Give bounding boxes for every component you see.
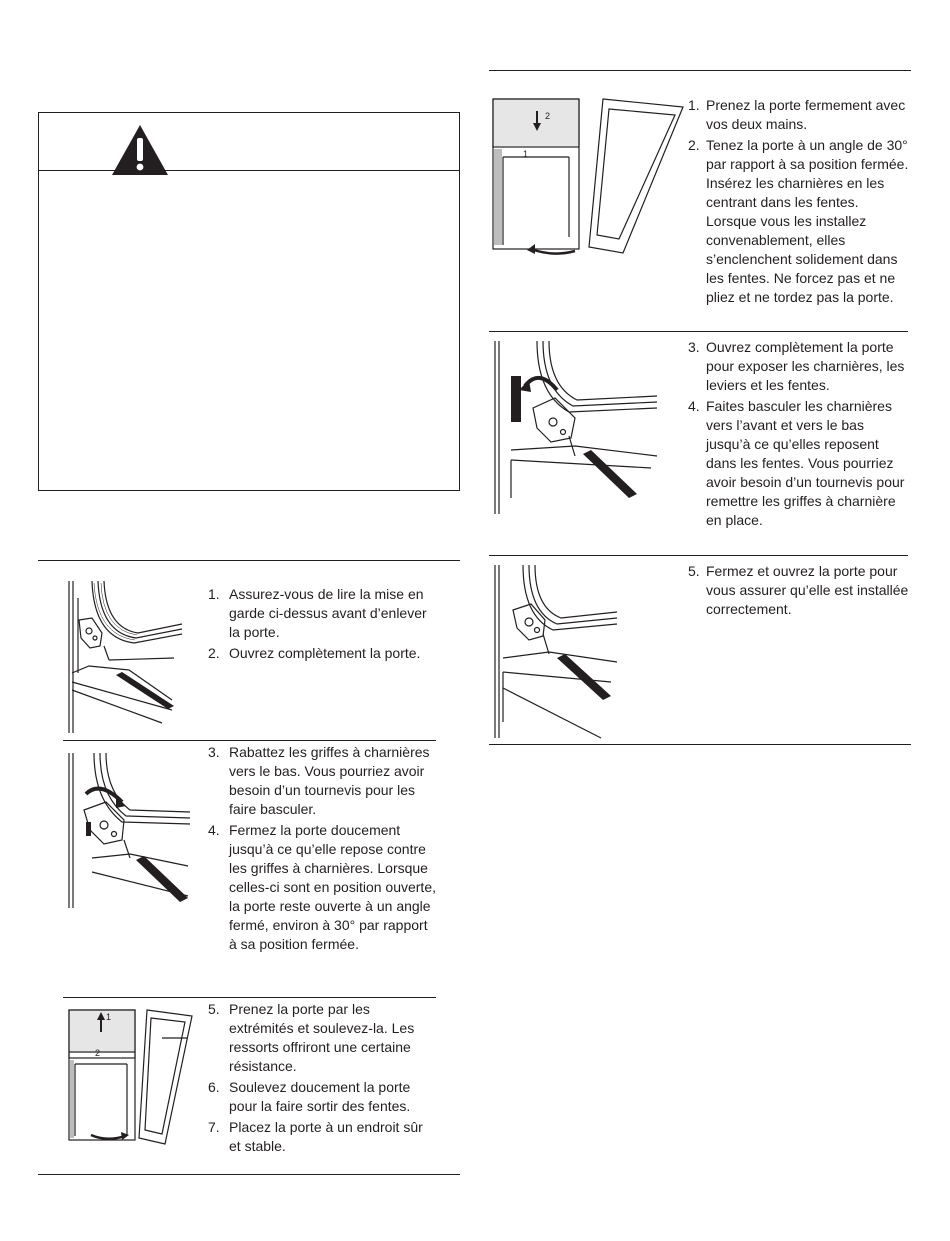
warning-header	[39, 113, 459, 171]
remove-steps-block-1	[208, 585, 438, 665]
rule-left-section	[38, 560, 460, 561]
step-text: Rabattez les griffes à charnières vers le bas. Vous pourriez avoir besoin d’un tournevis pour les faire basculer.	[229, 744, 430, 817]
rule-left-bottom	[38, 1174, 460, 1175]
list-item	[208, 1078, 438, 1116]
step-number: 7.	[208, 1119, 220, 1135]
step-number: 5.	[688, 563, 700, 579]
list-item	[208, 1000, 438, 1076]
figure-label-lift-out: 2	[95, 1048, 101, 1058]
figure-label-push-down: 2	[545, 111, 551, 121]
illustration-hinge-latch-down	[64, 750, 194, 910]
warning-box	[38, 112, 460, 491]
step-text: Placez la porte à un endroit sûr et stable.	[229, 1119, 423, 1154]
list-item	[208, 644, 438, 663]
list-item	[688, 136, 910, 307]
step-text: Fermez et ouvrez la porte pour vous assurer qu’elle est installée correctement.	[706, 563, 909, 617]
step-number: 4.	[688, 398, 700, 414]
step-text: Assurez-vous de lire la mise en garde ci-dessus avant d’enlever la porte.	[229, 586, 427, 640]
step-text: Prenez la porte par les extrémités et soulevez-la. Les ressorts offriront une certaine résistance.	[229, 1001, 415, 1074]
step-text: Ouvrez complètement la porte.	[229, 645, 421, 661]
list-item	[688, 338, 910, 395]
list-item	[688, 562, 910, 619]
install-steps-block-3	[688, 562, 910, 621]
remove-steps-block-3	[208, 1000, 438, 1158]
illustration-door-open-hinge	[64, 578, 184, 736]
step-number: 5.	[208, 1001, 220, 1017]
rule-top-right	[489, 70, 911, 71]
list-item	[208, 1118, 438, 1156]
step-number: 3.	[688, 339, 700, 355]
illustration-install-door	[491, 97, 687, 257]
rule-left-step3	[63, 997, 436, 998]
list-item	[208, 821, 438, 954]
step-number: 6.	[208, 1079, 220, 1095]
illustration-lift-door-out	[67, 1008, 197, 1148]
rule-right-step2	[489, 331, 908, 332]
illustration-hinge-flip-forward	[491, 338, 661, 518]
step-number: 1.	[208, 586, 220, 602]
install-steps-block-2	[688, 338, 910, 532]
step-number: 3.	[208, 744, 220, 760]
warning-triangle-icon	[111, 124, 169, 181]
list-item	[688, 96, 910, 134]
step-text: Soulevez doucement la porte pour la faire sortir des fentes.	[229, 1079, 411, 1114]
rule-right-bottom	[489, 744, 911, 745]
list-item	[208, 585, 438, 642]
install-steps-block-1	[688, 96, 910, 309]
remove-steps-block-2	[208, 743, 438, 956]
step-number: 1.	[688, 97, 700, 113]
step-number: 2.	[208, 645, 220, 661]
list-item	[688, 397, 910, 530]
list-item	[208, 743, 438, 819]
step-number: 4.	[208, 822, 220, 838]
step-text: Prenez la porte fermement avec vos deux mains.	[706, 97, 906, 132]
step-text: Tenez la porte à un angle de 30° par rapport à sa position fermée. Insérez les charnières en les centrant dans les fentes. Lorsque vous les installez convenablement, elles s’enclenchent solidement dans les fentes. Ne forcez pas et ne pliez et ne tordez pas la porte.	[706, 137, 909, 305]
rule-left-step2	[63, 740, 436, 741]
step-number: 2.	[688, 137, 700, 153]
illustration-door-installed	[491, 562, 621, 742]
figure-label-push-in: 1	[523, 149, 529, 159]
step-text: Ouvrez complètement la porte pour exposer les charnières, les leviers et les fentes.	[706, 339, 905, 393]
step-text: Faites basculer les charnières vers l’avant et vers le bas jusqu’à ce qu’elles reposent dans les fentes. Vous pourriez avoir besoin d’un tournevis pour remettre les griffes à charnière en place.	[706, 398, 905, 528]
figure-label-lift-up: 1	[106, 1012, 112, 1022]
rule-right-step3	[489, 555, 908, 556]
step-text: Fermez la porte doucement jusqu’à ce qu’elle repose contre les griffes à charnières. Lorsque celles-ci sont en position ouverte, la porte reste ouverte à un angle fermé, environ à 30° par rapport à sa position fermée.	[229, 822, 436, 952]
